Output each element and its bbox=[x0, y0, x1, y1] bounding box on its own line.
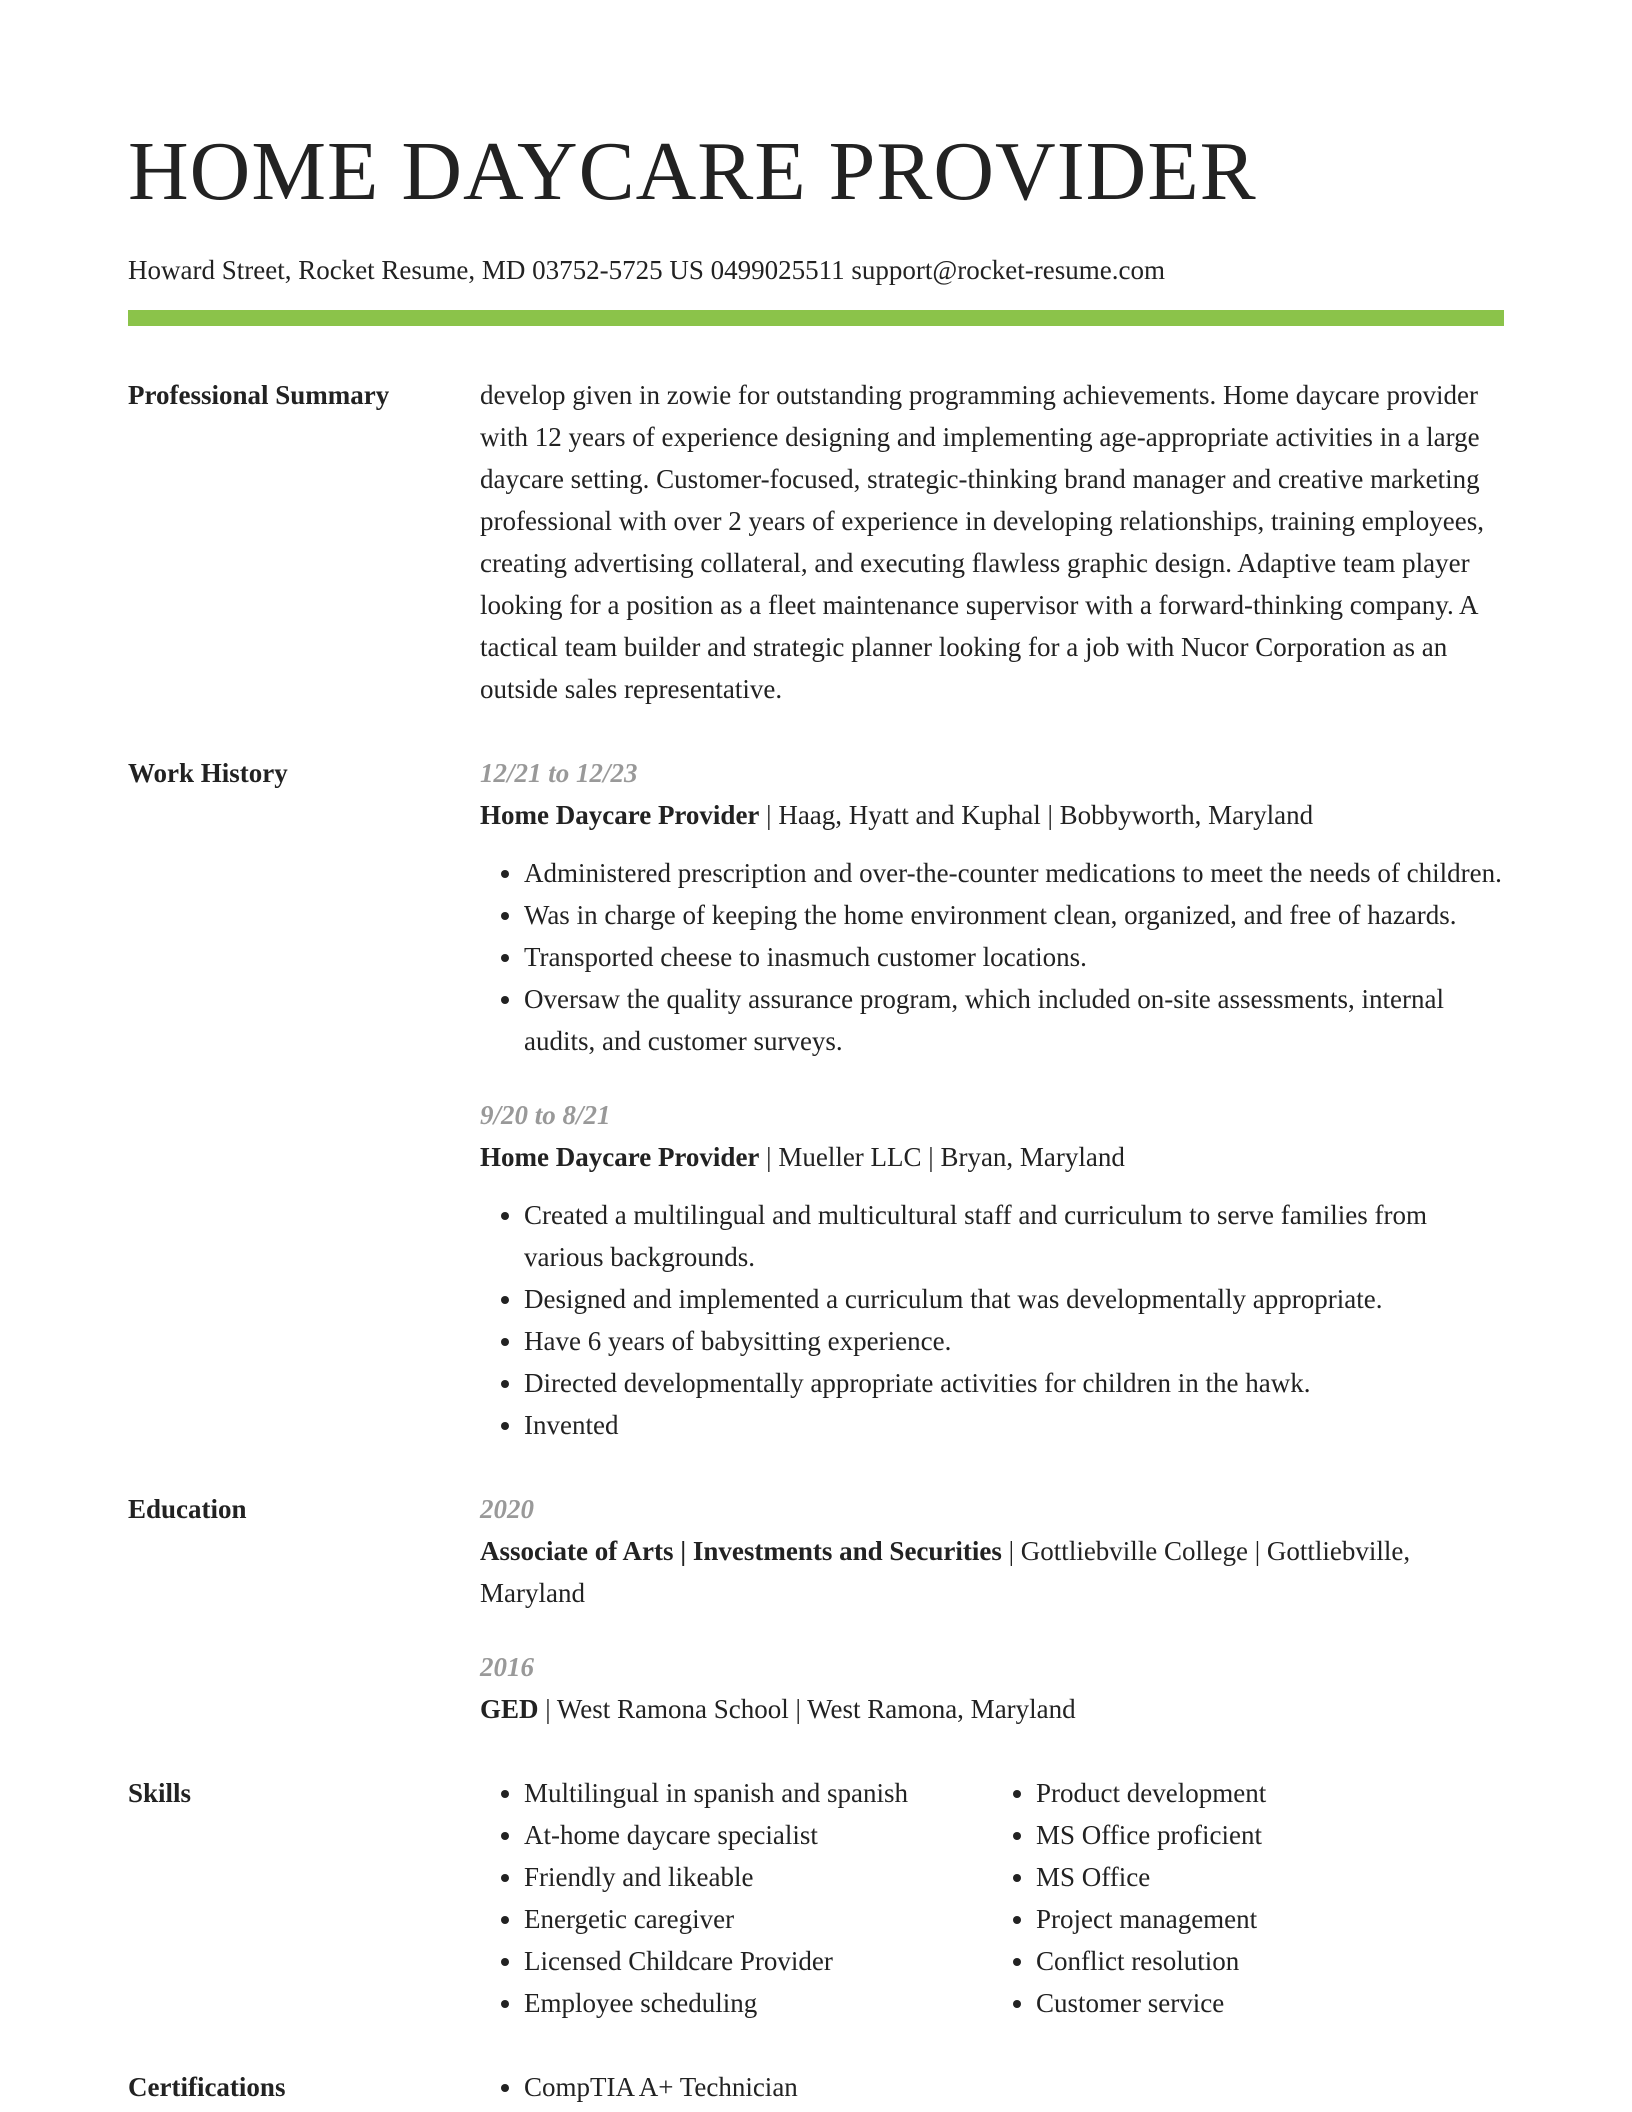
list-item: • MS Office proficient bbox=[1036, 1814, 1504, 1856]
job-bullets bbox=[480, 852, 1504, 1062]
job-title: Home Daycare Provider bbox=[480, 1142, 760, 1172]
list-item: • Oversaw the quality assurance program, which included on-site assessments, internal audits, and customer surveys. bbox=[524, 978, 1504, 1062]
list-item: • Employee scheduling bbox=[524, 1982, 992, 2024]
section-label: Certifications bbox=[128, 2072, 286, 2102]
list-item: • CompTIA A+ Technician bbox=[524, 2066, 1504, 2108]
list-item: • Administered prescription and over-the-counter medications to meet the needs of children. bbox=[524, 852, 1504, 894]
section-label: Work History bbox=[128, 758, 288, 788]
list-item: • Product development bbox=[1036, 1772, 1504, 1814]
section-label: Skills bbox=[128, 1778, 192, 1808]
section-label: Education bbox=[128, 1494, 247, 1524]
resume-page bbox=[128, 0, 1504, 2108]
education-year: 2016 bbox=[480, 1652, 534, 1682]
header-divider bbox=[128, 310, 1504, 326]
skills-list-left bbox=[480, 1772, 992, 2024]
list-item: • Directed developmentally appropriate activities for children in the hawk. bbox=[524, 1362, 1504, 1404]
list-item: • Friendly and likeable bbox=[524, 1856, 992, 1898]
school-details: | West Ramona School | West Ramona, Maryland bbox=[538, 1694, 1076, 1724]
list-item: • Multilingual in spanish and spanish bbox=[524, 1772, 992, 1814]
skills-columns bbox=[480, 1772, 1504, 2024]
job-bullets bbox=[480, 1194, 1504, 1446]
list-item: • Created a multilingual and multicultural staff and curriculum to serve families from various backgrounds. bbox=[524, 1194, 1504, 1278]
summary-section bbox=[128, 374, 1504, 710]
skills-list-right bbox=[992, 1772, 1504, 2024]
list-item: • Invented bbox=[524, 1404, 1504, 1446]
resume-name: HOME DAYCARE PROVIDER bbox=[128, 125, 1257, 218]
certifications-list bbox=[480, 2066, 1504, 2108]
degree: Associate of Arts | Investments and Securities bbox=[480, 1536, 1002, 1566]
list-item: • Was in charge of keeping the home environment clean, organized, and free of hazards. bbox=[524, 894, 1504, 936]
job-dates: 12/21 to 12/23 bbox=[480, 758, 638, 788]
list-item: • Transported cheese to inasmuch customer locations. bbox=[524, 936, 1504, 978]
job-dates: 9/20 to 8/21 bbox=[480, 1100, 611, 1130]
list-item: • Have 6 years of babysitting experience. bbox=[524, 1320, 1504, 1362]
certifications-section bbox=[128, 2066, 1504, 2108]
school-details: | Gottliebville College | Gottliebville, Maryland bbox=[480, 1536, 1411, 1608]
job-details: | Haag, Hyatt and Kuphal | Bobbyworth, Maryland bbox=[759, 800, 1314, 830]
education-headline bbox=[480, 1530, 1504, 1614]
job-title: Home Daycare Provider bbox=[480, 800, 760, 830]
section-label: Professional Summary bbox=[128, 380, 390, 410]
list-item: • MS Office bbox=[1036, 1856, 1504, 1898]
education-entry bbox=[480, 1646, 1504, 1730]
list-item: • Designed and implemented a curriculum that was developmentally appropriate. bbox=[524, 1278, 1504, 1320]
education-year: 2020 bbox=[480, 1494, 534, 1524]
education-entry bbox=[480, 1488, 1504, 1614]
job-headline bbox=[480, 1136, 1504, 1178]
list-item: • Conflict resolution bbox=[1036, 1940, 1504, 1982]
job-entry bbox=[480, 1094, 1504, 1446]
education-headline bbox=[480, 1688, 1504, 1730]
job-headline bbox=[480, 794, 1504, 836]
list-item: • Energetic caregiver bbox=[524, 1898, 992, 1940]
education-section bbox=[128, 1488, 1504, 1730]
degree: GED bbox=[480, 1694, 539, 1724]
summary-text: develop given in zowie for outstanding programming achievements. Home daycare provider with 12 years of experience designing and implementing age-appropriate activities in a large daycare setting. Customer-focused, strategic-thinking brand manager and creative marketing professional with over 2 years of experience in developing relationships, training employees, creating advertising collateral, and executing flawless graphic design. Adaptive team player looking for a position as a fleet maintenance supervisor with a forward-thinking company. A tactical team builder and strategic planner looking for a job with Nucor Corporation as an outside sales representative. bbox=[480, 380, 1484, 704]
job-entry bbox=[480, 752, 1504, 1062]
job-details: | Mueller LLC | Bryan, Maryland bbox=[759, 1142, 1125, 1172]
contact-line: Howard Street, Rocket Resume, MD 03752-5725 US 0499025511 support@rocket-resume.com bbox=[128, 255, 1165, 285]
list-item: • Customer service bbox=[1036, 1982, 1504, 2024]
work-history-section bbox=[128, 752, 1504, 1446]
list-item: • Licensed Childcare Provider bbox=[524, 1940, 992, 1982]
list-item: • At-home daycare specialist bbox=[524, 1814, 992, 1856]
skills-section bbox=[128, 1772, 1504, 2024]
list-item: • Project management bbox=[1036, 1898, 1504, 1940]
